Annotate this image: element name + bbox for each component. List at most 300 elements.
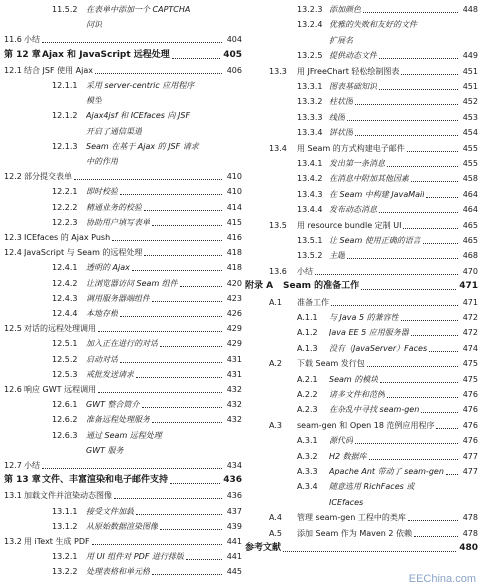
toc-subsection-entry[interactable] bbox=[4, 306, 242, 321]
toc-entry-title: 本地存根 bbox=[86, 309, 118, 318]
toc-leader-dots bbox=[423, 243, 458, 244]
toc-page-number: 453 bbox=[461, 110, 478, 125]
toc-page-number: 431 bbox=[225, 367, 242, 382]
toc-entry-number: A.3.1 bbox=[297, 436, 318, 446]
toc-page-number: 441 bbox=[225, 549, 242, 564]
toc-subsection-entry[interactable] bbox=[245, 495, 478, 510]
toc-page-number: 452 bbox=[461, 94, 478, 109]
toc-page-number: 476 bbox=[461, 387, 478, 402]
toc-entry-number: 13.2.3 bbox=[297, 5, 323, 14]
toc-leader-dots bbox=[411, 335, 458, 336]
toc-section-entry[interactable] bbox=[4, 488, 242, 503]
toc-leader-dots bbox=[379, 89, 458, 90]
toc-subsection-entry[interactable] bbox=[245, 48, 478, 63]
toc-entry-number: 12.7 bbox=[4, 461, 22, 470]
toc-leader-dots bbox=[315, 274, 458, 275]
toc-entry-number: 12.6.1 bbox=[52, 400, 78, 410]
toc-page-number: 432 bbox=[225, 397, 242, 412]
toc-subsection-entry[interactable] bbox=[245, 33, 478, 48]
toc-entry-number: 12.2.2 bbox=[52, 202, 78, 212]
toc-subsection-entry[interactable] bbox=[4, 2, 242, 17]
toc-entry-number: 12.3 bbox=[4, 233, 22, 242]
toc-entry-number: 13.2 bbox=[4, 537, 22, 546]
toc-page-number: 416 bbox=[225, 230, 242, 245]
toc-entry-title: 让浏览器访问 Seam 组件 bbox=[86, 278, 178, 288]
toc-section-entry[interactable] bbox=[245, 418, 478, 433]
toc-entry-title: 用 Seam 的方式构建电子邮件 bbox=[297, 143, 405, 153]
toc-entry-number: 12.4.2 bbox=[52, 278, 78, 288]
toc-page-number: 423 bbox=[225, 291, 242, 306]
toc-leader-dots bbox=[331, 305, 458, 306]
toc-section-entry[interactable] bbox=[4, 321, 242, 336]
toc-entry-title: 接受文件加载 bbox=[86, 506, 134, 516]
toc-entry-title: 饼状图 bbox=[329, 128, 353, 138]
toc-subsection-entry[interactable] bbox=[4, 200, 242, 215]
toc-subsection-entry[interactable] bbox=[245, 202, 478, 217]
toc-page-number: 455 bbox=[461, 141, 478, 156]
toc-entry-number: A.3 bbox=[269, 420, 282, 430]
toc-leader-dots bbox=[380, 382, 458, 383]
toc-entry-title: 加入正在进行的对话 bbox=[86, 339, 158, 349]
toc-entry-title: 下载 Seam 发行包 bbox=[297, 359, 365, 369]
toc-page-number: 468 bbox=[461, 248, 478, 263]
toc-page-number: 476 bbox=[461, 433, 478, 448]
toc-entry-title: 文件、丰富渲染和电子邮件支持 bbox=[42, 475, 169, 486]
toc-subsection-entry[interactable] bbox=[245, 341, 478, 356]
toc-page-number: 471 bbox=[461, 295, 478, 310]
toc-entry-number: 12.4.4 bbox=[52, 309, 78, 318]
toc-entry-title: 参考文献 bbox=[245, 543, 282, 553]
toc-chapter-entry[interactable] bbox=[4, 473, 242, 488]
toc-subsection-entry[interactable] bbox=[245, 110, 478, 125]
toc-leader-dots bbox=[429, 351, 458, 352]
toc-entry-number: 11.5.2 bbox=[52, 5, 78, 14]
toc-page-number: 432 bbox=[225, 412, 242, 427]
toc-entry-number: 12.4 bbox=[4, 248, 22, 258]
toc-leader-dots bbox=[120, 194, 222, 195]
toc-section-entry[interactable] bbox=[245, 510, 478, 525]
toc-leader-dots bbox=[361, 289, 458, 290]
toc-leader-dots bbox=[92, 544, 222, 545]
toc-entry-number: A.3.4 bbox=[297, 482, 318, 492]
toc-entry-title: Ajax 和 JavaScript 远程处理 bbox=[42, 49, 170, 60]
toc-leader-dots bbox=[114, 498, 222, 499]
toc-page-number: 478 bbox=[461, 526, 478, 541]
toc-leader-dots bbox=[369, 459, 458, 460]
toc-subsection-entry[interactable] bbox=[4, 367, 242, 382]
toc-entry-number: A.2 bbox=[269, 359, 282, 369]
toc-section-entry[interactable] bbox=[245, 141, 478, 156]
toc-entry-number: 13.3.2 bbox=[297, 97, 323, 107]
toc-leader-dots bbox=[142, 407, 222, 408]
toc-entry-number: 12.4.3 bbox=[52, 293, 78, 303]
toc-entry-number: 11.6 bbox=[4, 35, 22, 45]
toc-subsection-entry[interactable] bbox=[245, 125, 478, 140]
toc-page-number: 414 bbox=[225, 200, 242, 215]
toc-page-number: 420 bbox=[225, 276, 242, 291]
toc-subsection-entry[interactable] bbox=[4, 215, 242, 230]
toc-entry-number: 12.6.3 bbox=[52, 430, 78, 440]
toc-entry-title: Seam 的准备工作 bbox=[283, 281, 360, 292]
toc-entry-number: A.1.2 bbox=[297, 328, 318, 338]
toc-leader-dots bbox=[136, 514, 222, 515]
toc-entry-title: 发布动态消息 bbox=[329, 205, 377, 215]
toc-page-number: 480 bbox=[457, 541, 478, 556]
toc-entry-title: 优雅的失败和友好的文件 bbox=[329, 20, 417, 30]
toc-section-entry[interactable] bbox=[245, 64, 478, 79]
toc-page-number: 464 bbox=[461, 187, 478, 202]
toc-entry-title: Seam 的模块 bbox=[329, 374, 379, 384]
toc-entry-title: JavaScript 与 Seam 的远程处理 bbox=[24, 248, 143, 258]
toc-entry-number: A.1 bbox=[269, 297, 282, 307]
toc-subsection-entry[interactable] bbox=[245, 2, 478, 17]
toc-page-number: 477 bbox=[461, 464, 478, 479]
toc-leader-dots bbox=[170, 483, 222, 484]
toc-entry-title: 响应 GWT 远程调用 bbox=[24, 385, 97, 394]
toc-section-entry[interactable] bbox=[245, 295, 478, 310]
toc-entry-title: H2 数据库 bbox=[329, 451, 367, 461]
toc-leader-dots bbox=[355, 443, 458, 444]
toc-subsection-entry[interactable] bbox=[245, 187, 478, 202]
toc-entry-title: 用 resource bundle 定制 UI bbox=[297, 220, 402, 230]
toc-entry-title: 在杂乱中寻找 seam-gen bbox=[329, 405, 420, 415]
toc-page-number: 432 bbox=[225, 382, 242, 397]
toc-entry-number: 附录 A bbox=[245, 281, 274, 292]
toc-entry-title: 加载文件并渲染动态图像 bbox=[24, 491, 112, 501]
toc-subsection-entry[interactable] bbox=[4, 397, 242, 412]
toc-subsection-entry[interactable] bbox=[4, 78, 242, 93]
toc-leader-dots bbox=[387, 397, 458, 398]
toc-entry-title: 小结 bbox=[24, 461, 40, 470]
toc-subsection-entry[interactable] bbox=[245, 79, 478, 94]
toc-entry-number: A.2.1 bbox=[297, 374, 318, 384]
toc-entry-title: 添加 Seam 作为 Maven 2 依赖 bbox=[297, 528, 413, 538]
toc-entry-title: 与 Java 5 的兼容性 bbox=[329, 313, 399, 322]
toc-subsection-entry[interactable] bbox=[245, 310, 478, 325]
toc-leader-dots bbox=[152, 422, 222, 423]
toc-entry-title: 发出第一条消息 bbox=[329, 159, 385, 168]
toc-entry-number: 13.4.2 bbox=[297, 174, 323, 184]
toc-leader-dots bbox=[152, 301, 222, 302]
toc-section-entry[interactable] bbox=[4, 230, 242, 245]
toc-entry-title: 调用服务器端组件 bbox=[86, 293, 150, 303]
toc-leader-dots bbox=[436, 428, 458, 429]
toc-leader-dots bbox=[401, 320, 458, 321]
toc-entry-number: A.4 bbox=[269, 513, 282, 523]
toc-leader-dots bbox=[363, 12, 458, 13]
toc-entry-number: 12.4.1 bbox=[52, 263, 78, 273]
toc-subsection-entry[interactable] bbox=[245, 449, 478, 464]
toc-subsection-entry[interactable] bbox=[4, 276, 242, 291]
toc-entry-number: 13.1 bbox=[4, 491, 22, 501]
toc-entry-title: 准备远程处理服务 bbox=[86, 415, 150, 425]
toc-page-number: 465 bbox=[461, 233, 478, 248]
toc-page-number: 465 bbox=[461, 218, 478, 233]
toc-leader-dots bbox=[355, 104, 458, 105]
toc-entry-title: 让 Seam 使用正确的语言 bbox=[329, 236, 421, 245]
toc-page-number: 418 bbox=[225, 260, 242, 275]
toc-section-entry[interactable] bbox=[4, 458, 242, 473]
toc-page-number: 471 bbox=[457, 279, 478, 294]
toc-section-entry[interactable] bbox=[4, 534, 242, 549]
toc-entry-number: A.2.3 bbox=[297, 405, 318, 415]
toc-page-number: 429 bbox=[225, 336, 242, 351]
toc-entry-title: 对话的远程处理调用 bbox=[24, 324, 96, 334]
toc-page-number: 429 bbox=[225, 321, 242, 336]
toc-entry-title: 源代码 bbox=[329, 436, 353, 446]
toc-leader-dots bbox=[408, 520, 458, 521]
toc-chapter-entry[interactable] bbox=[245, 279, 478, 294]
toc-page-number: 436 bbox=[221, 473, 242, 488]
toc-page-number: 410 bbox=[225, 184, 242, 199]
toc-subsection-entry[interactable] bbox=[4, 124, 242, 139]
toc-entry-number: A.5 bbox=[269, 528, 282, 538]
toc-leader-dots bbox=[347, 258, 458, 259]
toc-section-entry[interactable] bbox=[245, 218, 478, 233]
toc-section-entry[interactable] bbox=[4, 382, 242, 397]
toc-leader-dots bbox=[387, 166, 458, 167]
toc-subsection-entry[interactable] bbox=[245, 464, 478, 479]
toc-page-number: 451 bbox=[461, 64, 478, 79]
toc-entry-number: 12.5.1 bbox=[52, 339, 78, 349]
toc-section-entry[interactable] bbox=[4, 245, 242, 260]
toc-page-number: 478 bbox=[461, 510, 478, 525]
toc-page-number: 451 bbox=[461, 79, 478, 94]
toc-entry-title: 图表基础知识 bbox=[329, 82, 377, 91]
toc-entry-number: 12.1.2 bbox=[52, 111, 78, 121]
toc-entry-title: GWT 整合简介 bbox=[86, 400, 140, 410]
toc-subsection-entry[interactable] bbox=[245, 402, 478, 417]
toc-section-entry[interactable] bbox=[4, 32, 242, 47]
toc-subsection-entry[interactable] bbox=[4, 260, 242, 275]
toc-entry-number: A.2.2 bbox=[297, 390, 318, 399]
toc-entry-title: 问识 bbox=[86, 20, 102, 30]
toc-entry-title: 用 JFreeChart 轻松绘制图表 bbox=[297, 66, 400, 76]
toc-subsection-entry[interactable] bbox=[4, 17, 242, 32]
toc-entry-number: A.1.3 bbox=[297, 343, 318, 353]
toc-entry-title: 开启了通信渠道 bbox=[86, 126, 142, 136]
toc-entry-title: Seam 在基于 Ajax 的 JSF 请求 bbox=[86, 141, 199, 151]
toc-page-number: 434 bbox=[225, 458, 242, 473]
toc-subsection-entry[interactable] bbox=[4, 93, 242, 108]
toc-entry-number: 13.4 bbox=[269, 143, 287, 153]
toc-entry-title: 精通业务的校验 bbox=[86, 202, 142, 212]
toc-entry-number: 12.5.2 bbox=[52, 354, 78, 364]
toc-entry-title: 处理表格和单元格 bbox=[86, 567, 150, 577]
toc-entry-title: 没有（JavaServer）Faces bbox=[329, 343, 428, 353]
toc-subsection-entry[interactable] bbox=[4, 184, 242, 199]
toc-entry-title: Java EE 5 应用服务器 bbox=[329, 328, 409, 338]
toc-page-number: 472 bbox=[461, 310, 478, 325]
toc-page-number: 418 bbox=[225, 245, 242, 260]
toc-leader-dots bbox=[42, 468, 222, 469]
toc-page-number: 449 bbox=[461, 48, 478, 63]
toc-leader-dots bbox=[172, 58, 222, 59]
toc-entry-title: 随意选用 RichFaces 或 bbox=[329, 482, 415, 492]
toc-leader-dots bbox=[283, 551, 458, 552]
toc-subsection-entry[interactable] bbox=[4, 443, 242, 458]
toc-section-entry[interactable] bbox=[4, 169, 242, 184]
toc-entry-number: 12.5.3 bbox=[52, 369, 78, 379]
toc-entry-title: 模型 bbox=[86, 96, 102, 106]
toc-entry-title: 添加颜色 bbox=[329, 5, 361, 14]
toc-entry-title: 即时校验 bbox=[86, 187, 118, 197]
toc-leader-dots bbox=[446, 474, 458, 475]
toc-leader-dots bbox=[120, 316, 222, 317]
toc-subsection-entry[interactable] bbox=[245, 325, 478, 340]
toc-subsection-entry[interactable] bbox=[245, 233, 478, 248]
toc-leader-dots bbox=[98, 331, 222, 332]
toc-page-number: 406 bbox=[225, 63, 242, 78]
toc-section-entry[interactable] bbox=[245, 264, 478, 279]
toc-entry-number: 12.1 bbox=[4, 65, 22, 75]
toc-entry-title: 诸多文件和范例 bbox=[329, 390, 385, 399]
toc-entry-title: 线图 bbox=[329, 112, 345, 122]
toc-leader-dots bbox=[186, 559, 222, 560]
toc-leader-dots bbox=[414, 536, 458, 537]
toc-page-number: 470 bbox=[461, 264, 478, 279]
toc-entry-title: 通过 Seam 远程处理 bbox=[86, 430, 162, 440]
toc-subsection-entry[interactable] bbox=[4, 336, 242, 351]
toc-subsection-entry[interactable] bbox=[245, 94, 478, 109]
toc-entry-title: 在表单中添加一个 CAPTCHA bbox=[86, 5, 191, 14]
toc-entry-number: 12.5 bbox=[4, 324, 22, 334]
toc-entry-number: 13.3.3 bbox=[297, 112, 323, 122]
toc-subsection-entry[interactable] bbox=[4, 154, 242, 169]
toc-leader-dots bbox=[180, 286, 222, 287]
toc-page-number: 474 bbox=[461, 341, 478, 356]
toc-leader-dots bbox=[160, 529, 222, 530]
toc-subsection-entry[interactable] bbox=[245, 156, 478, 171]
toc-page-number: 436 bbox=[225, 488, 242, 503]
toc-leader-dots bbox=[95, 73, 222, 74]
toc-page-number: 454 bbox=[461, 125, 478, 140]
toc-entry-title: Apache Ant 带动了 seam-gen bbox=[329, 467, 444, 476]
toc-section-entry[interactable] bbox=[245, 526, 478, 541]
toc-subsection-entry[interactable] bbox=[4, 108, 242, 123]
toc-entry-number: 12.1.3 bbox=[52, 141, 78, 151]
toc-leader-dots bbox=[379, 212, 458, 213]
toc-subsection-entry[interactable] bbox=[245, 479, 478, 494]
toc-page-number: 431 bbox=[225, 352, 242, 367]
toc-entry-title: 在 Seam 中构建 JavaMail bbox=[329, 189, 425, 199]
toc-page-number: 448 bbox=[461, 2, 478, 17]
toc-entry-number: 13.5.1 bbox=[297, 236, 323, 245]
toc-leader-dots bbox=[112, 240, 222, 241]
toc-subsection-entry[interactable] bbox=[245, 433, 478, 448]
toc-page-number: 439 bbox=[225, 519, 242, 534]
toc-entry-number: A.3.3 bbox=[297, 467, 318, 476]
toc-entry-title: 提供动态文件 bbox=[329, 51, 377, 61]
toc-subsection-entry[interactable] bbox=[245, 248, 478, 263]
toc-page-number: 455 bbox=[461, 156, 478, 171]
toc-subsection-entry[interactable] bbox=[4, 564, 242, 579]
toc-subsection-entry[interactable] bbox=[4, 139, 242, 154]
toc-page-number: 415 bbox=[225, 215, 242, 230]
toc-page-number: 405 bbox=[221, 48, 242, 63]
toc-entry-title: 采用 server-centric 应用程序 bbox=[86, 81, 195, 90]
toc-entry-number: 13.4.3 bbox=[297, 189, 323, 199]
toc-entry-number: 12.2.3 bbox=[52, 217, 78, 227]
toc-entry-number: A.1.1 bbox=[297, 313, 318, 322]
toc-leader-dots bbox=[355, 135, 458, 136]
toc-leader-dots bbox=[160, 346, 222, 347]
toc-subsection-entry[interactable] bbox=[4, 549, 242, 564]
toc-section-entry[interactable] bbox=[4, 63, 242, 78]
toc-chapter-entry[interactable] bbox=[4, 48, 242, 63]
toc-page-number: 472 bbox=[461, 325, 478, 340]
toc-leader-dots bbox=[98, 392, 222, 393]
toc-subsection-entry[interactable] bbox=[245, 372, 478, 387]
toc-entry-title: 部分提交表单 bbox=[24, 172, 72, 182]
toc-entry-number: 12.1.1 bbox=[52, 81, 78, 90]
toc-leader-dots bbox=[347, 120, 458, 121]
toc-entry-number: 13.1.1 bbox=[52, 506, 78, 516]
toc-entry-title: 小结 bbox=[24, 35, 40, 45]
toc-section-entry[interactable] bbox=[245, 356, 478, 371]
toc-entry-title: 中的作用 bbox=[86, 157, 118, 166]
toc-leader-dots bbox=[42, 42, 222, 43]
toc-entry-number: 13.1.2 bbox=[52, 521, 78, 531]
toc-leader-dots bbox=[407, 151, 458, 152]
toc-leader-dots bbox=[379, 58, 458, 59]
toc-entry-title: ICEfaces 的 Ajax Push bbox=[24, 233, 111, 242]
toc-page-number: 464 bbox=[461, 202, 478, 217]
toc-entry-number: 13.3.1 bbox=[297, 82, 323, 91]
toc-entry-title: 用 iText 生成 PDF bbox=[24, 537, 90, 546]
toc-leader-dots bbox=[152, 574, 222, 575]
toc-page-number: 441 bbox=[225, 534, 242, 549]
toc-entry-number: 12.2.1 bbox=[52, 187, 78, 197]
toc-subsection-entry[interactable] bbox=[245, 387, 478, 402]
toc-reference-entry[interactable] bbox=[245, 541, 478, 556]
toc-subsection-entry[interactable] bbox=[245, 171, 478, 186]
toc-subsection-entry[interactable] bbox=[4, 412, 242, 427]
toc-subsection-entry[interactable] bbox=[4, 352, 242, 367]
toc-entry-number: 13.2.1 bbox=[52, 552, 78, 562]
toc-entry-number: 12.2 bbox=[4, 172, 22, 182]
toc-entry-title: 扩展名 bbox=[329, 35, 353, 45]
toc-entry-number: 13.2.2 bbox=[52, 567, 78, 577]
toc-leader-dots bbox=[403, 228, 458, 229]
toc-subsection-entry[interactable] bbox=[245, 17, 478, 32]
toc-entry-number: 12.6 bbox=[4, 385, 22, 394]
toc-entry-number: 第 13 章 bbox=[4, 475, 41, 486]
toc-page-number: 476 bbox=[461, 402, 478, 417]
toc-subsection-entry[interactable] bbox=[4, 428, 242, 443]
toc-subsection-entry[interactable] bbox=[4, 519, 242, 534]
toc-subsection-entry[interactable] bbox=[4, 504, 242, 519]
toc-leader-dots bbox=[421, 412, 458, 413]
toc-entry-title: 准备工作 bbox=[297, 297, 329, 307]
toc-entry-number: 13.5 bbox=[269, 220, 287, 230]
toc-subsection-entry[interactable] bbox=[4, 291, 242, 306]
watermark-logo: EEChina.com bbox=[408, 573, 476, 585]
toc-entry-number: 13.4.4 bbox=[297, 205, 323, 215]
toc-leader-dots bbox=[152, 225, 222, 226]
toc-entry-title: 用 UI 组件对 PDF 进行排版 bbox=[86, 552, 184, 562]
toc-entry-title: 从原始数据渲染图像 bbox=[86, 521, 158, 531]
toc-entry-title: seam-gen 和 Open 18 范例应用程序 bbox=[297, 420, 435, 430]
toc-leader-dots bbox=[132, 270, 222, 271]
toc-page-number: 410 bbox=[225, 169, 242, 184]
toc-entry-number: 第 12 章 bbox=[4, 49, 41, 60]
toc-page-number: 476 bbox=[461, 418, 478, 433]
toc-page-number: 475 bbox=[461, 372, 478, 387]
toc-entry-number: A.3.2 bbox=[297, 451, 318, 461]
toc-page-number: 437 bbox=[225, 504, 242, 519]
toc-leader-dots bbox=[136, 377, 222, 378]
